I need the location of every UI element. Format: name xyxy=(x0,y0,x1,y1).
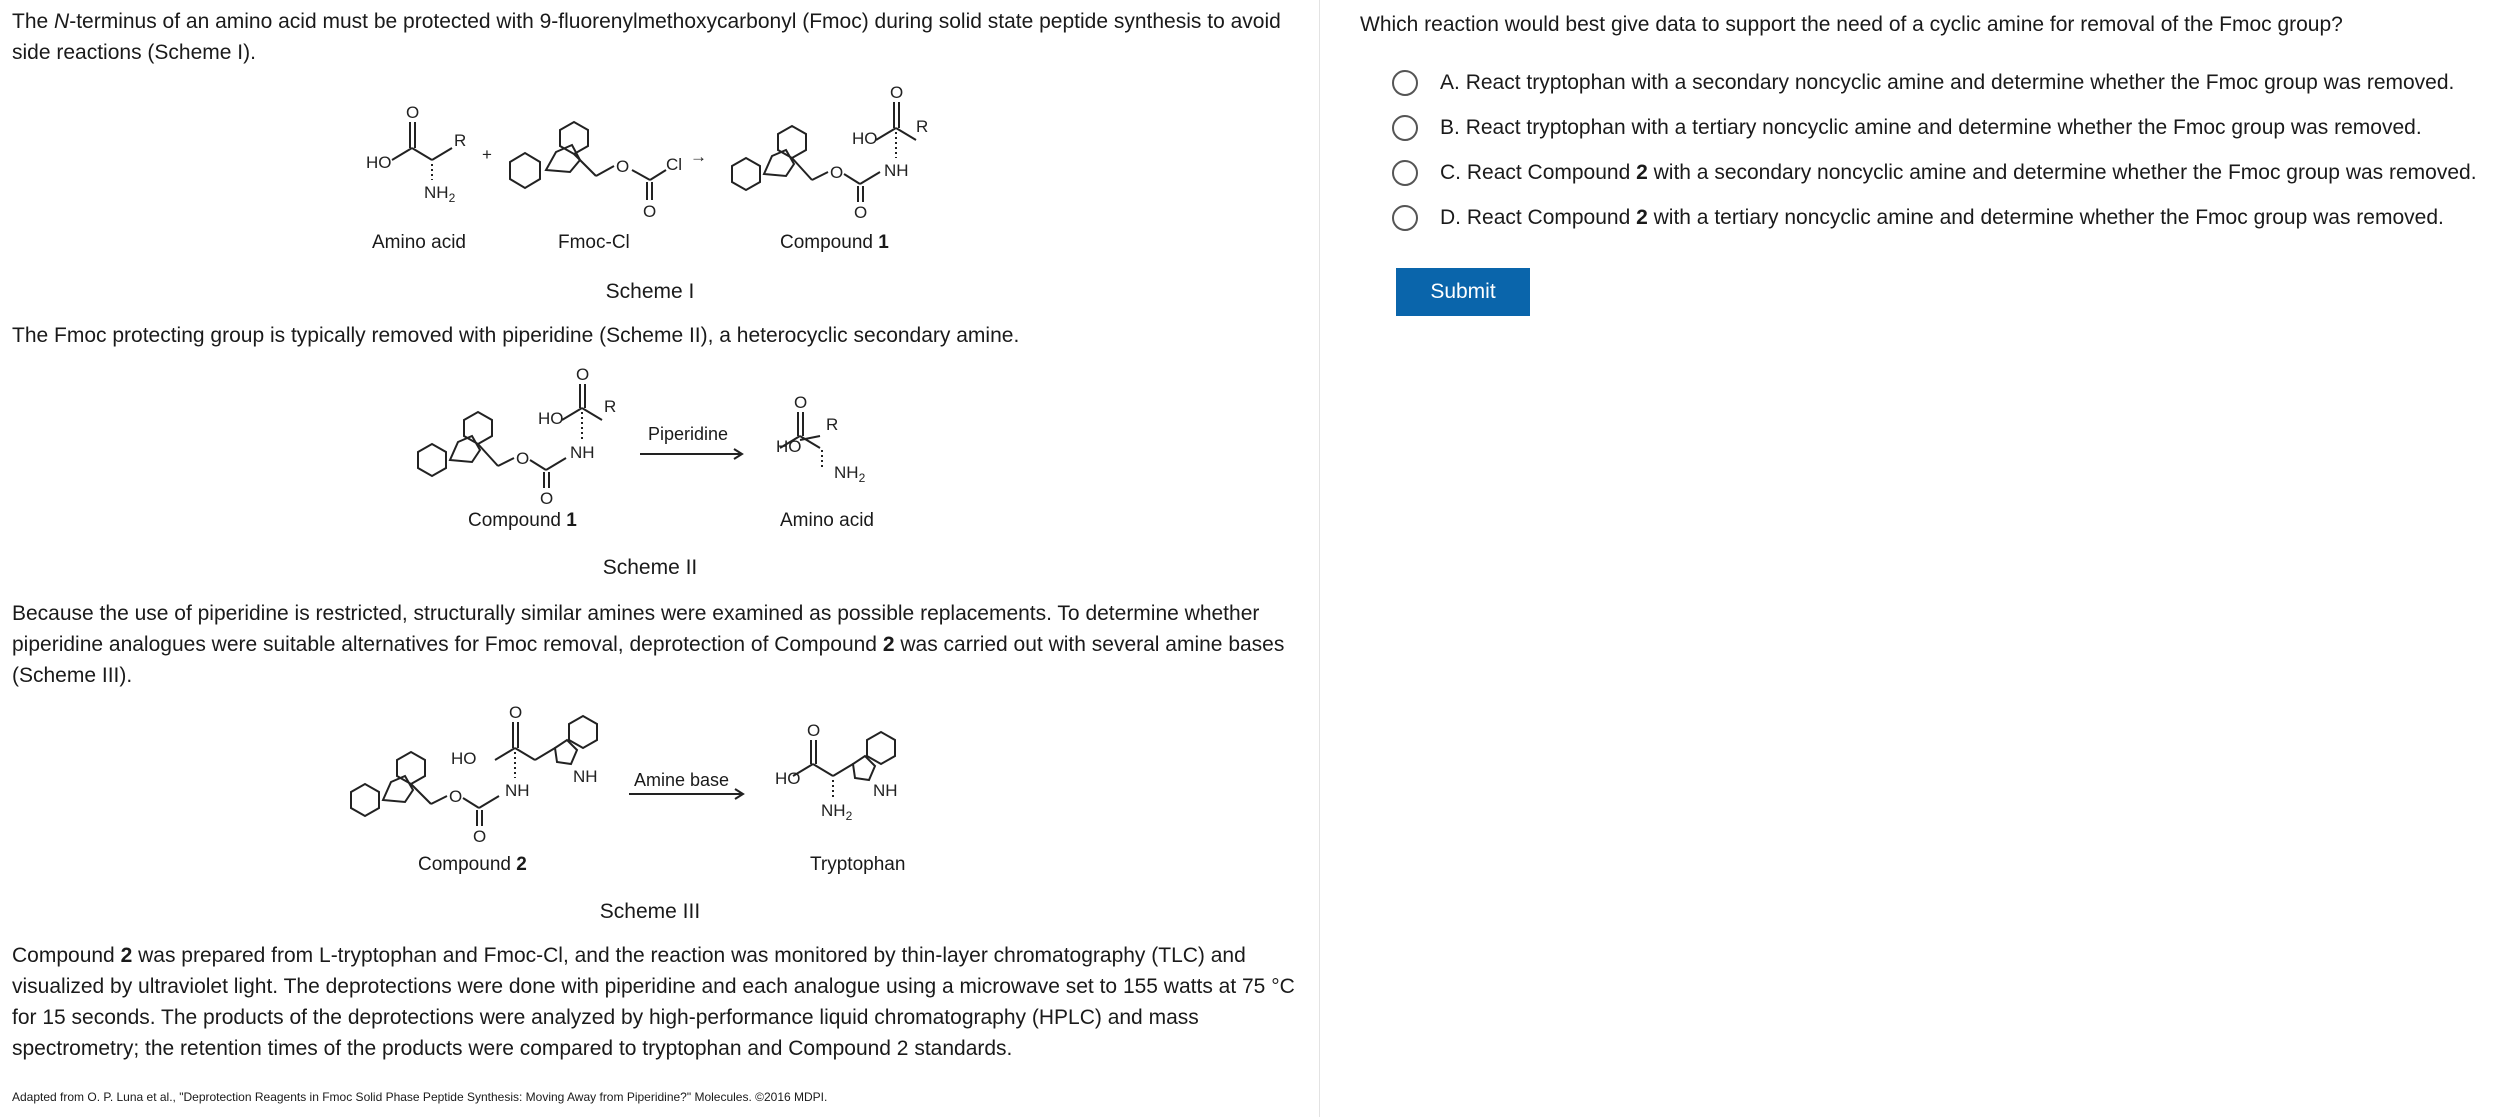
svg-text:O: O xyxy=(473,827,487,846)
svg-text:→: → xyxy=(690,147,707,166)
radio-button-icon[interactable] xyxy=(1392,115,1418,141)
paragraph-piperidine: The Fmoc protecting group is typically removed with piperidine (Scheme II), a heterocyclic secondary amine. xyxy=(12,324,1020,347)
option-letter: A. xyxy=(1440,71,1460,94)
svg-text:NH: NH xyxy=(573,767,598,786)
tryptophan-structure xyxy=(775,721,898,823)
option-a[interactable] xyxy=(1392,70,2454,96)
svg-text:HO: HO xyxy=(776,437,802,456)
citation: Adapted from O. P. Luna et al., "Deprotection Reagents in Fmoc Solid Phase Peptide Synthesis: Moving Away from Piperidine?" Molecules. ©2016 MDPI. xyxy=(12,1090,828,1104)
svg-text:O: O xyxy=(516,449,530,468)
reagent-piperidine: Piperidine xyxy=(648,424,729,444)
option-text: React Compound 2 with a secondary noncyclic amine and determine whether the Fmoc group was removed. xyxy=(1466,161,2477,184)
question-prompt: Which reaction would best give data to support the need of a cyclic amine for removal of the Fmoc group? xyxy=(1360,13,2343,36)
svg-text:O: O xyxy=(807,721,821,740)
svg-text:O: O xyxy=(794,393,808,412)
option-text: React tryptophan with a tertiary noncyclic amine and determine whether the Fmoc group was removed. xyxy=(1465,116,2422,139)
paragraph-intro: The N-terminus of an amino acid must be protected with 9-fluorenylmethoxycarbonyl (Fmoc) during solid state peptide synthesis to avoid side reactions (Scheme I). xyxy=(12,10,1281,64)
svg-text:NH2: $NH_2$ xyxy=(834,463,866,485)
label-compound-1: Compound 1 xyxy=(780,232,889,253)
reagent-amine-base: Amine base xyxy=(634,770,730,790)
svg-text:O: O xyxy=(854,203,868,222)
option-letter: B. xyxy=(1440,116,1460,139)
paragraph-method: Compound 2 was prepared from L-tryptophan and Fmoc-Cl, and the reaction was monitored by thin-layer chromatography (TLC) and visualized by ultraviolet light. The deprotections were done with piperidine and each analogue using a microwave set to 155 watts at 75 °C for 15 seconds. The products of the deprotections were analyzed by high-performance liquid chromatography (HPLC) and mass spectrometry; the retention times of the products were compared to tryptophan and Compound 2 standards. xyxy=(12,944,1295,1060)
svg-text:NH: NH xyxy=(570,443,595,462)
reaction-arrow xyxy=(640,449,742,459)
svg-text:O: O xyxy=(830,163,844,182)
svg-text:R: R xyxy=(454,131,467,150)
question-panel xyxy=(1320,0,2517,1117)
scheme-3-title: Scheme III xyxy=(599,900,701,923)
svg-text:NH: NH xyxy=(505,781,530,800)
option-text: React tryptophan with a secondary noncyclic amine and determine whether the Fmoc group was removed. xyxy=(1465,71,2455,94)
svg-text:NH: NH xyxy=(873,781,898,800)
svg-text:HO: HO xyxy=(775,769,801,788)
label-tryptophan: Tryptophan xyxy=(810,854,906,875)
fmoc-cl-structure xyxy=(510,122,682,221)
svg-text:O: O xyxy=(616,157,630,176)
paragraph-replacements: Because the use of piperidine is restricted, structurally similar amines were examined as possible replacements. To determine whether piperidine analogues were suitable alternatives for Fmoc removal, deprotection of Compound 2 was carried out with several amine bases (Scheme III). xyxy=(12,602,1285,687)
svg-text:HO: HO xyxy=(852,129,878,148)
radio-button-icon[interactable] xyxy=(1392,205,1418,231)
svg-text:O: O xyxy=(540,489,554,508)
submit-button[interactable]: Submit xyxy=(1396,268,1530,316)
svg-text:HO: HO xyxy=(538,409,564,428)
option-c[interactable] xyxy=(1392,160,2477,186)
amino-acid-product-structure xyxy=(776,393,866,485)
svg-text:R: R xyxy=(916,117,929,136)
label-amino-acid: Amino acid xyxy=(780,510,874,531)
compound-1-structure xyxy=(418,365,616,508)
option-text: React Compound 2 with a tertiary noncyclic amine and determine whether the Fmoc group was removed. xyxy=(1466,206,2444,229)
amino-acid-structure xyxy=(366,103,466,205)
label-fmoc-cl: Fmoc-Cl xyxy=(558,232,630,253)
option-b[interactable] xyxy=(1392,115,2422,141)
svg-text:NH2: $NH_2$ xyxy=(821,801,853,823)
svg-text:O: O xyxy=(509,703,523,722)
svg-text:NH2: $NH_2$ xyxy=(424,183,456,205)
radio-button-icon[interactable] xyxy=(1392,160,1418,186)
scheme-2-title: Scheme II xyxy=(602,556,698,579)
scheme-1-diagram xyxy=(360,80,960,230)
svg-text:HO: HO xyxy=(451,749,477,768)
svg-text:O: O xyxy=(449,787,463,806)
svg-text:HO: HO xyxy=(366,153,392,172)
svg-text:R: R xyxy=(826,415,839,434)
compound-1-structure xyxy=(732,83,928,222)
svg-text:R: R xyxy=(604,397,617,416)
option-letter: C. xyxy=(1440,161,1461,184)
scheme-1-title: Scheme I xyxy=(605,280,695,303)
label-compound-2: Compound 2 xyxy=(418,854,527,875)
option-letter: D. xyxy=(1440,206,1461,229)
svg-text:Cl: Cl xyxy=(666,155,683,174)
label-amino-acid: Amino acid xyxy=(372,232,466,253)
option-d[interactable] xyxy=(1392,205,2444,231)
svg-text:O: O xyxy=(643,202,657,221)
svg-text:NH: NH xyxy=(884,161,909,180)
label-compound-1: Compound 1 xyxy=(468,510,577,531)
radio-button-icon[interactable] xyxy=(1392,70,1418,96)
compound-2-structure xyxy=(351,703,598,846)
svg-text:O: O xyxy=(406,103,420,122)
svg-text:+: + xyxy=(482,145,492,164)
svg-text:O: O xyxy=(890,83,904,102)
svg-text:O: O xyxy=(576,365,590,384)
